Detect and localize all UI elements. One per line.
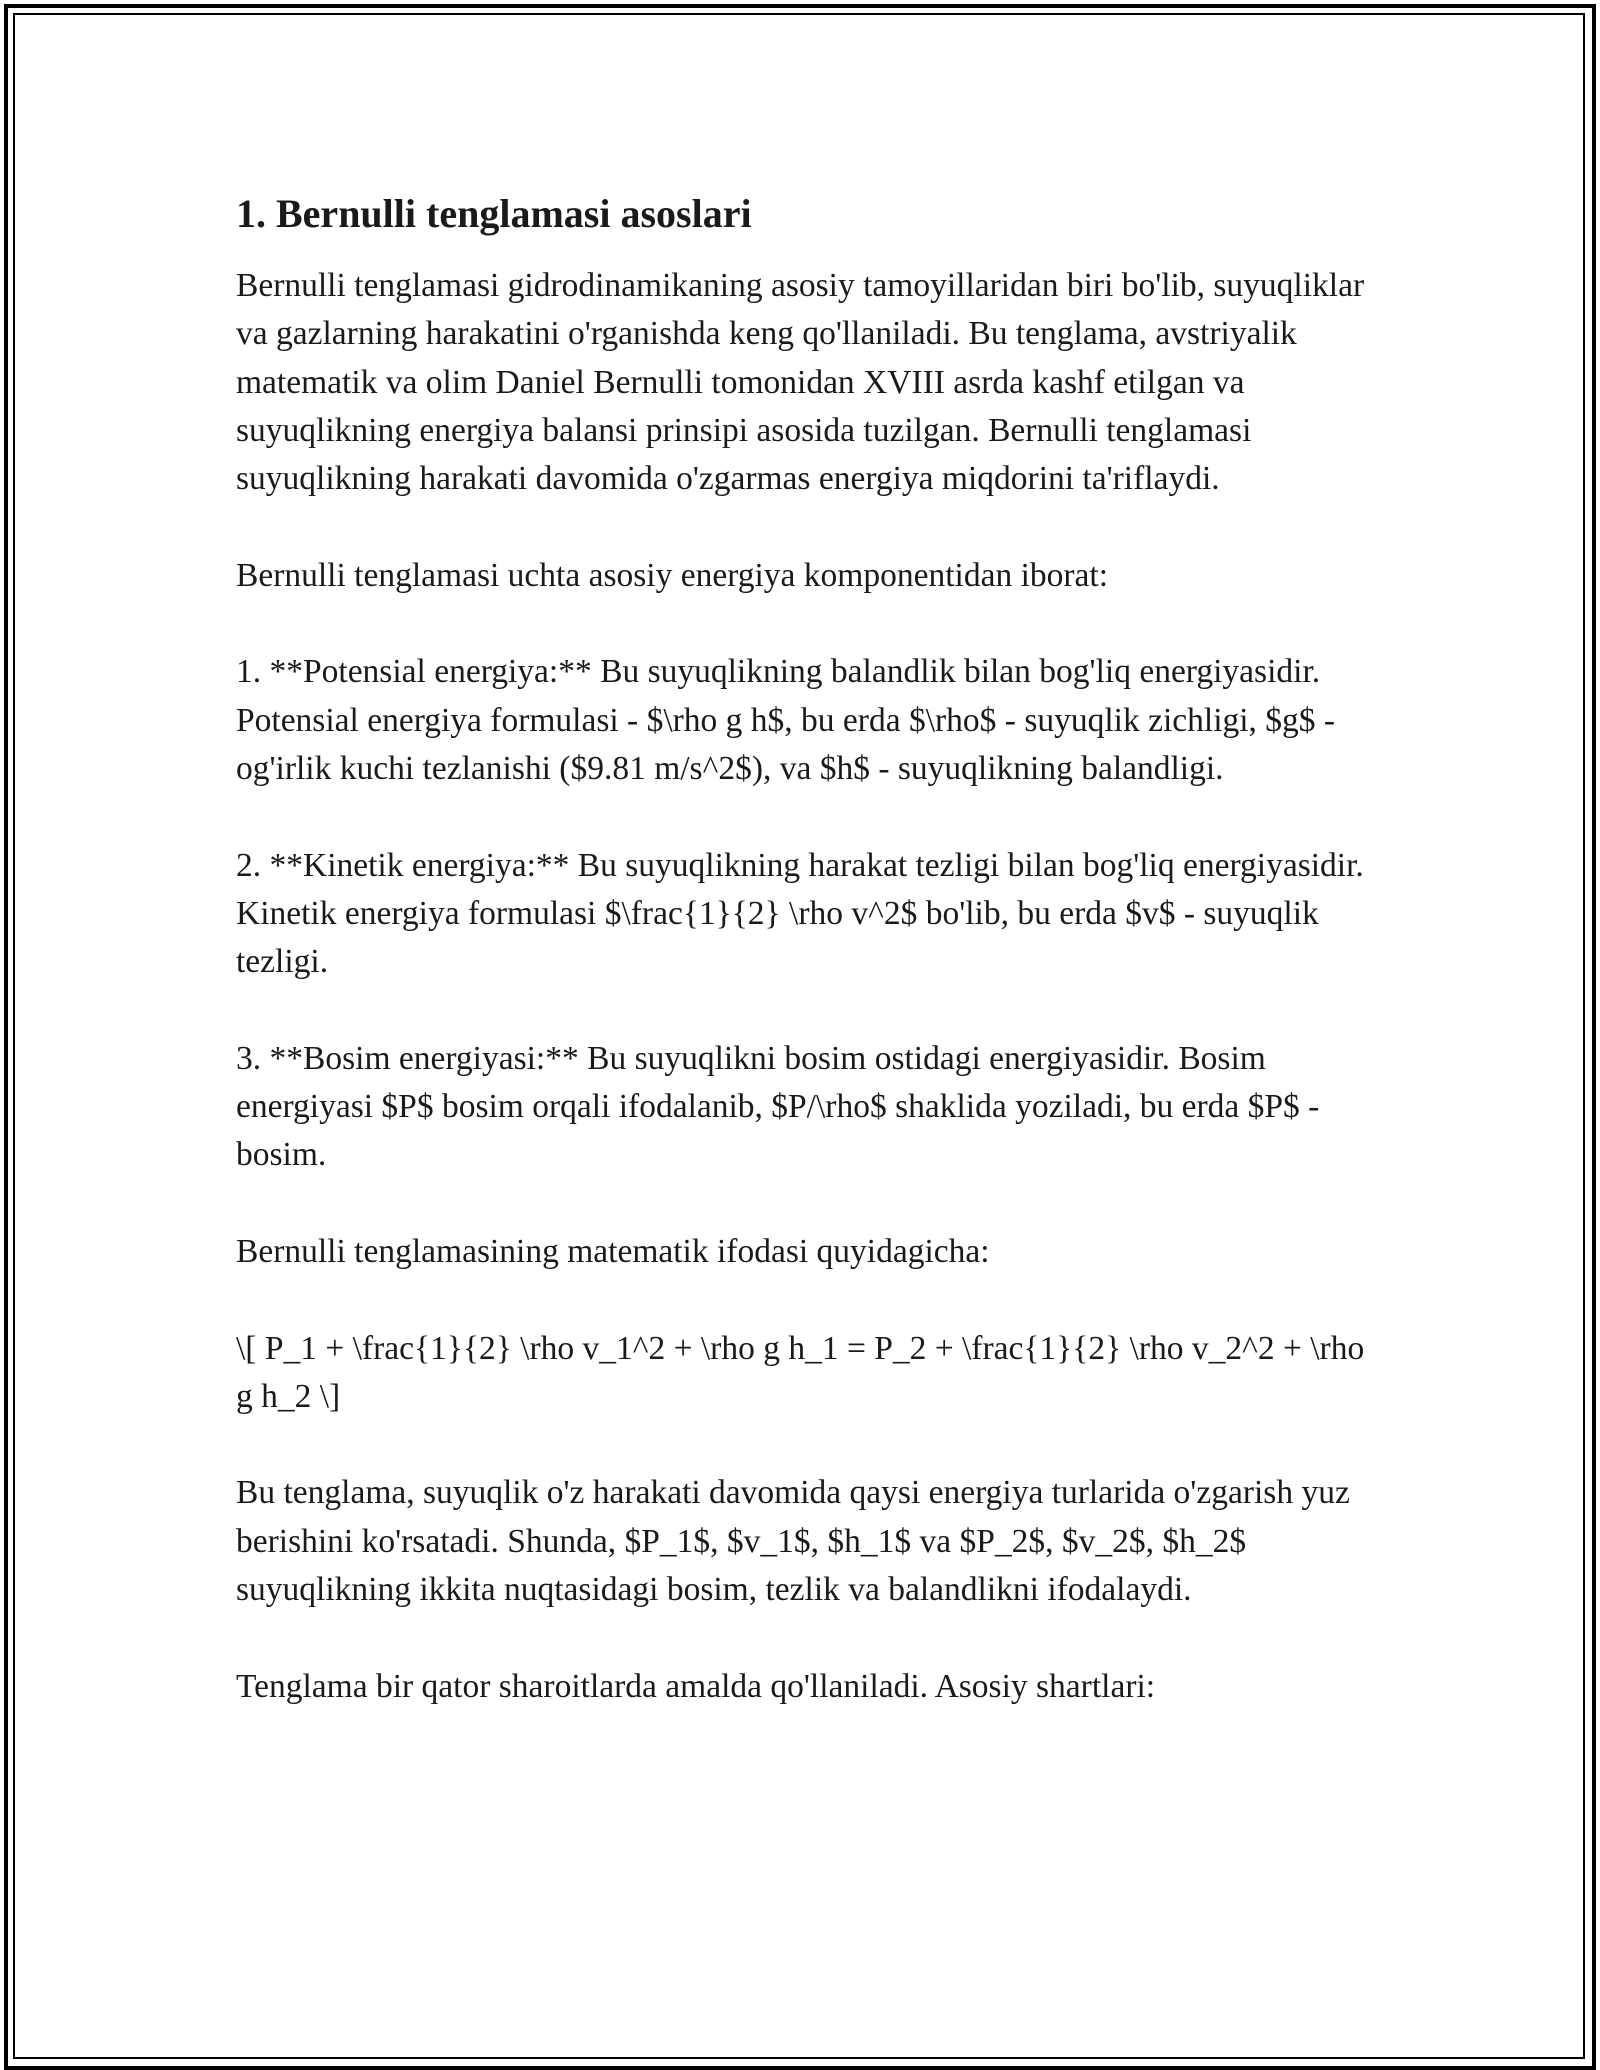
section-title: 1. Bernulli tenglamasi asoslari bbox=[236, 191, 752, 236]
potential-energy-item: 1. **Potensial energiya:** Bu suyuqlikning balandlik bilan bog'liq energiyasidir. Potensial energiya formulasi - $\rho g h$, bu erda $\rho$ - suyuqlik zichligi, $g$ - og'irlik kuchi tezlanishi ($9.81 m/s^2$), va $h$ - suyuqlikning balandligi. bbox=[236, 653, 1336, 787]
bernoulli-equation: \[ P_1 + \frac{1}{2} \rho v_1^2 + \rho g h_1 = P_2 + \frac{1}{2} \rho v_2^2 + \rho g h_2 \] bbox=[236, 1329, 1365, 1415]
pressure-energy-item: 3. **Bosim energiyasi:** Bu suyuqlikni bosim ostidagi energiyasidir. Bosim energiyasi $P$ bosim orqali ifodalanib, $P/\rho$ shaklida yoziladi, bu erda $P$ - bosim. bbox=[236, 1039, 1320, 1174]
components-intro-paragraph: Bernulli tenglamasi uchta asosiy energiya komponentidan iborat: bbox=[236, 556, 1109, 594]
kinetic-energy-item: 2. **Kinetik energiya:** Bu suyuqlikning harakat tezligi bilan bog'liq energiyasidir. Kinetik energiya formulasi $\frac{1}{2} \rho v^2$ bo'lib, bu erda $v$ - suyuqlik tezligi. bbox=[236, 846, 1364, 981]
explanation-paragraph: Bu tenglama, suyuqlik o'z harakati davomida qaysi energiya turlarida o'zgarish yuz berishini ko'rsatadi. Shunda, $P_1$, $v_1$, $h_1$ va $P_2$, $v_2$, $h_2$ suyuqlikning ikkita nuqtasidagi bosim, tezlik va balandlikni ifodalaydi. bbox=[236, 1474, 1350, 1609]
document-body bbox=[236, 188, 1386, 1759]
formula-intro-paragraph: Bernulli tenglamasining matematik ifodasi quyidagicha: bbox=[236, 1232, 990, 1270]
conditions-intro-paragraph: Tenglama bir qator sharoitlarda amalda qo'llaniladi. Asosiy shartlari: bbox=[236, 1667, 1156, 1705]
intro-paragraph: Bernulli tenglamasi gidrodinamikaning asosiy tamoyillaridan biri bo'lib, suyuqliklar va gazlarning harakatini o'rganishda keng qo'llaniladi. Bu tenglama, avstriyalik matematik va olim Daniel Bernulli tomonidan XVIII asrda kashf etilgan va suyuqlikning energiya balansi prinsipi asosida tuzilgan. Bernulli tenglamasi suyuqlikning harakati davomida o'zgarmas energiya miqdorini ta'riflaydi. bbox=[236, 267, 1365, 498]
